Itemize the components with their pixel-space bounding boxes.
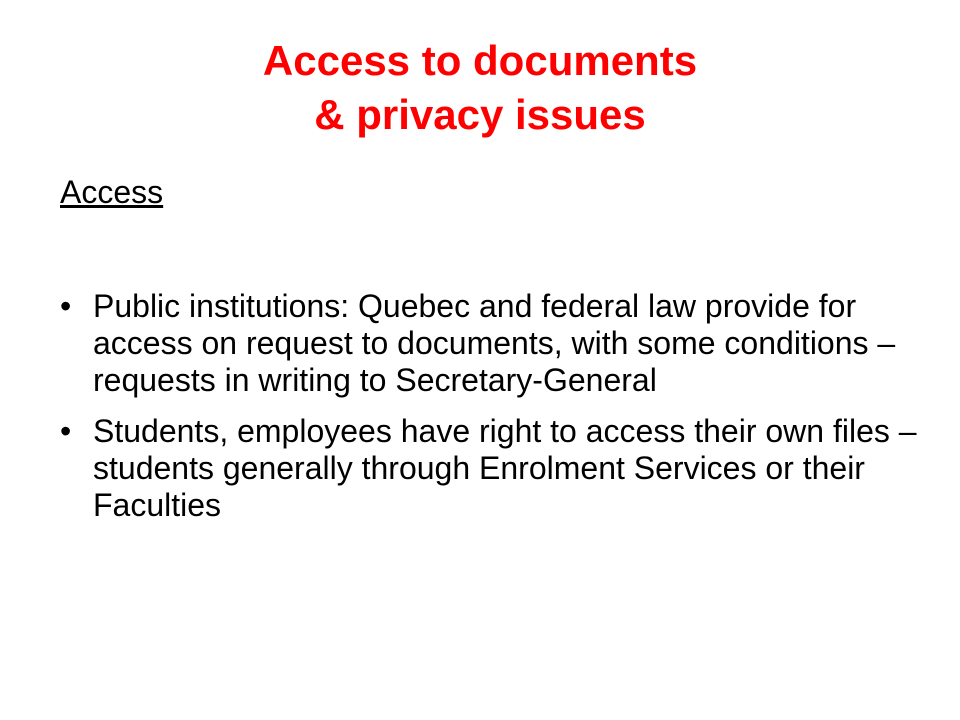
bullet-item [60, 413, 920, 524]
slide-title [0, 34, 960, 142]
bullet-text: Students, employees have right to access their own files – students generally through Enrolment Services or their Faculties [93, 413, 917, 523]
bullet-list [60, 288, 920, 524]
bullet-text: Public institutions: Quebec and federal law provide for access on request to documents, with some conditions – requests in writing to Secretary-General [93, 288, 896, 398]
title-line-2: & privacy issues [314, 91, 646, 138]
slide-body [60, 172, 920, 538]
bullet-dot-icon: • [60, 413, 72, 449]
title-line-1: Access to documents [262, 37, 698, 84]
subheading-access: Access [60, 174, 164, 210]
bullet-dot-icon: • [60, 288, 72, 324]
bullet-item [60, 288, 920, 399]
